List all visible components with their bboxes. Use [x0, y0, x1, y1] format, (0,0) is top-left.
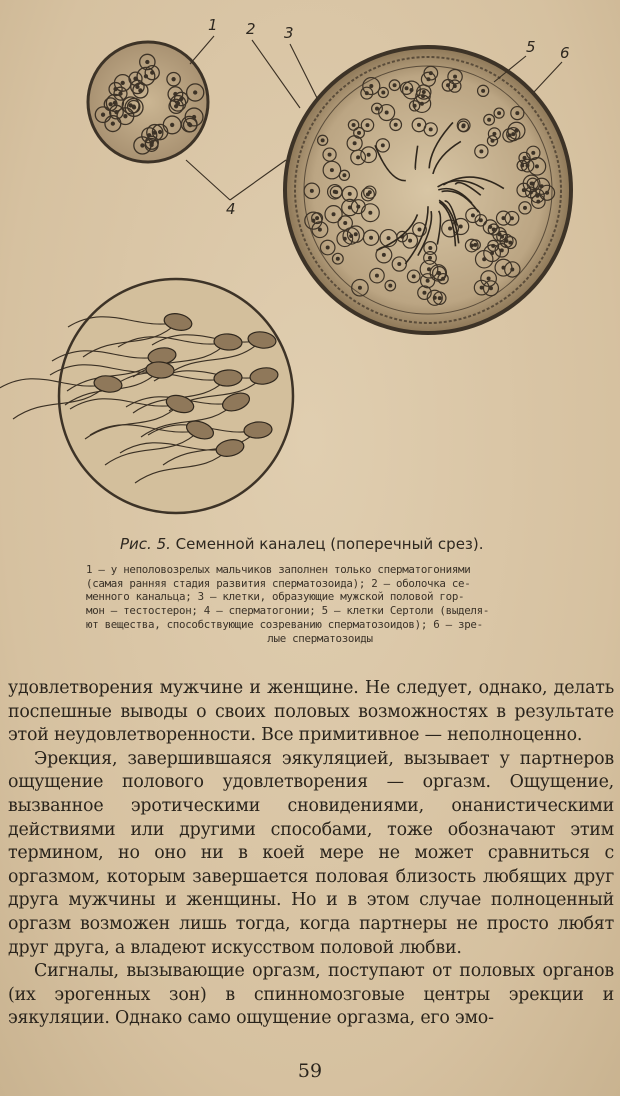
body-paragraph: Сигналы, вызывающие оргазм, поступают от половых органов (их эрогенных зон) в спинномозговые центры эрекции и эякуляции. Однако само ощущение оргазма, его эмо- — [8, 961, 614, 1029]
figure-label-4: 4 — [226, 200, 236, 218]
legend-line: лые сперматозоиды — [267, 631, 373, 645]
figure-label-6: 6 — [560, 44, 570, 62]
figure-label-1: 1 — [208, 16, 218, 34]
figure-legend — [86, 563, 554, 645]
caption-title: Семенной каналец (поперечный срез). — [175, 535, 484, 553]
legend-line: менного канальца; 3 — клетки, образующие мужской половой гор- — [86, 590, 465, 604]
body-text — [8, 677, 614, 1031]
tubule-illustration — [0, 0, 620, 530]
legend-line: 1 — у неполовозрелых мальчиков заполнен только сперматогониями — [86, 563, 471, 576]
sperm-cells-drawing — [0, 279, 293, 513]
page-number: 59 — [297, 1060, 323, 1082]
body-paragraph: Эрекция, завершившаяся эякуляцией, вызывает у партнеров ощущение полового удовлетворения — оргазм. Ощущение, вызванное эротическими сновидениями, онанистическими действиями или другими способами, тоже обозначают этим термином, но оно ни в коей мере не может сравниться с оргазмом, которым завершается половая близость любящих друг друга мужчины и женщины. Но и в этом случае полноценный оргазм возможен лишь тогда, когда партнеры не просто любят друг друга, а владеют искусством половой любви. — [8, 748, 614, 958]
legend-line: (самая ранняя стадия развития сперматозоида); 2 — оболочка се- — [86, 576, 471, 590]
caption-label: Рис. 5. — [120, 535, 171, 553]
legend-line: мон — тестостерон; 4 — сперматогонии; 5 — клетки Сертоли (выделя- — [86, 604, 490, 618]
figure-label-2: 2 — [246, 20, 256, 38]
figure-caption — [120, 535, 540, 553]
legend-line: ют вещества, способствующие созреванию сперматозоидов); 6 — зре- — [86, 617, 483, 631]
figure-label-3: 3 — [284, 24, 294, 42]
figure-label-5: 5 — [526, 38, 536, 56]
immature-tubule-drawing — [88, 42, 208, 162]
body-paragraph: удовлетворения мужчине и женщине. Не следует, однако, делать поспешные выводы о своих половых возможностях в результате этой неудовлетворенности. Все примитивное — неполноценно. — [8, 678, 614, 746]
mature-tubule-drawing — [285, 47, 571, 333]
